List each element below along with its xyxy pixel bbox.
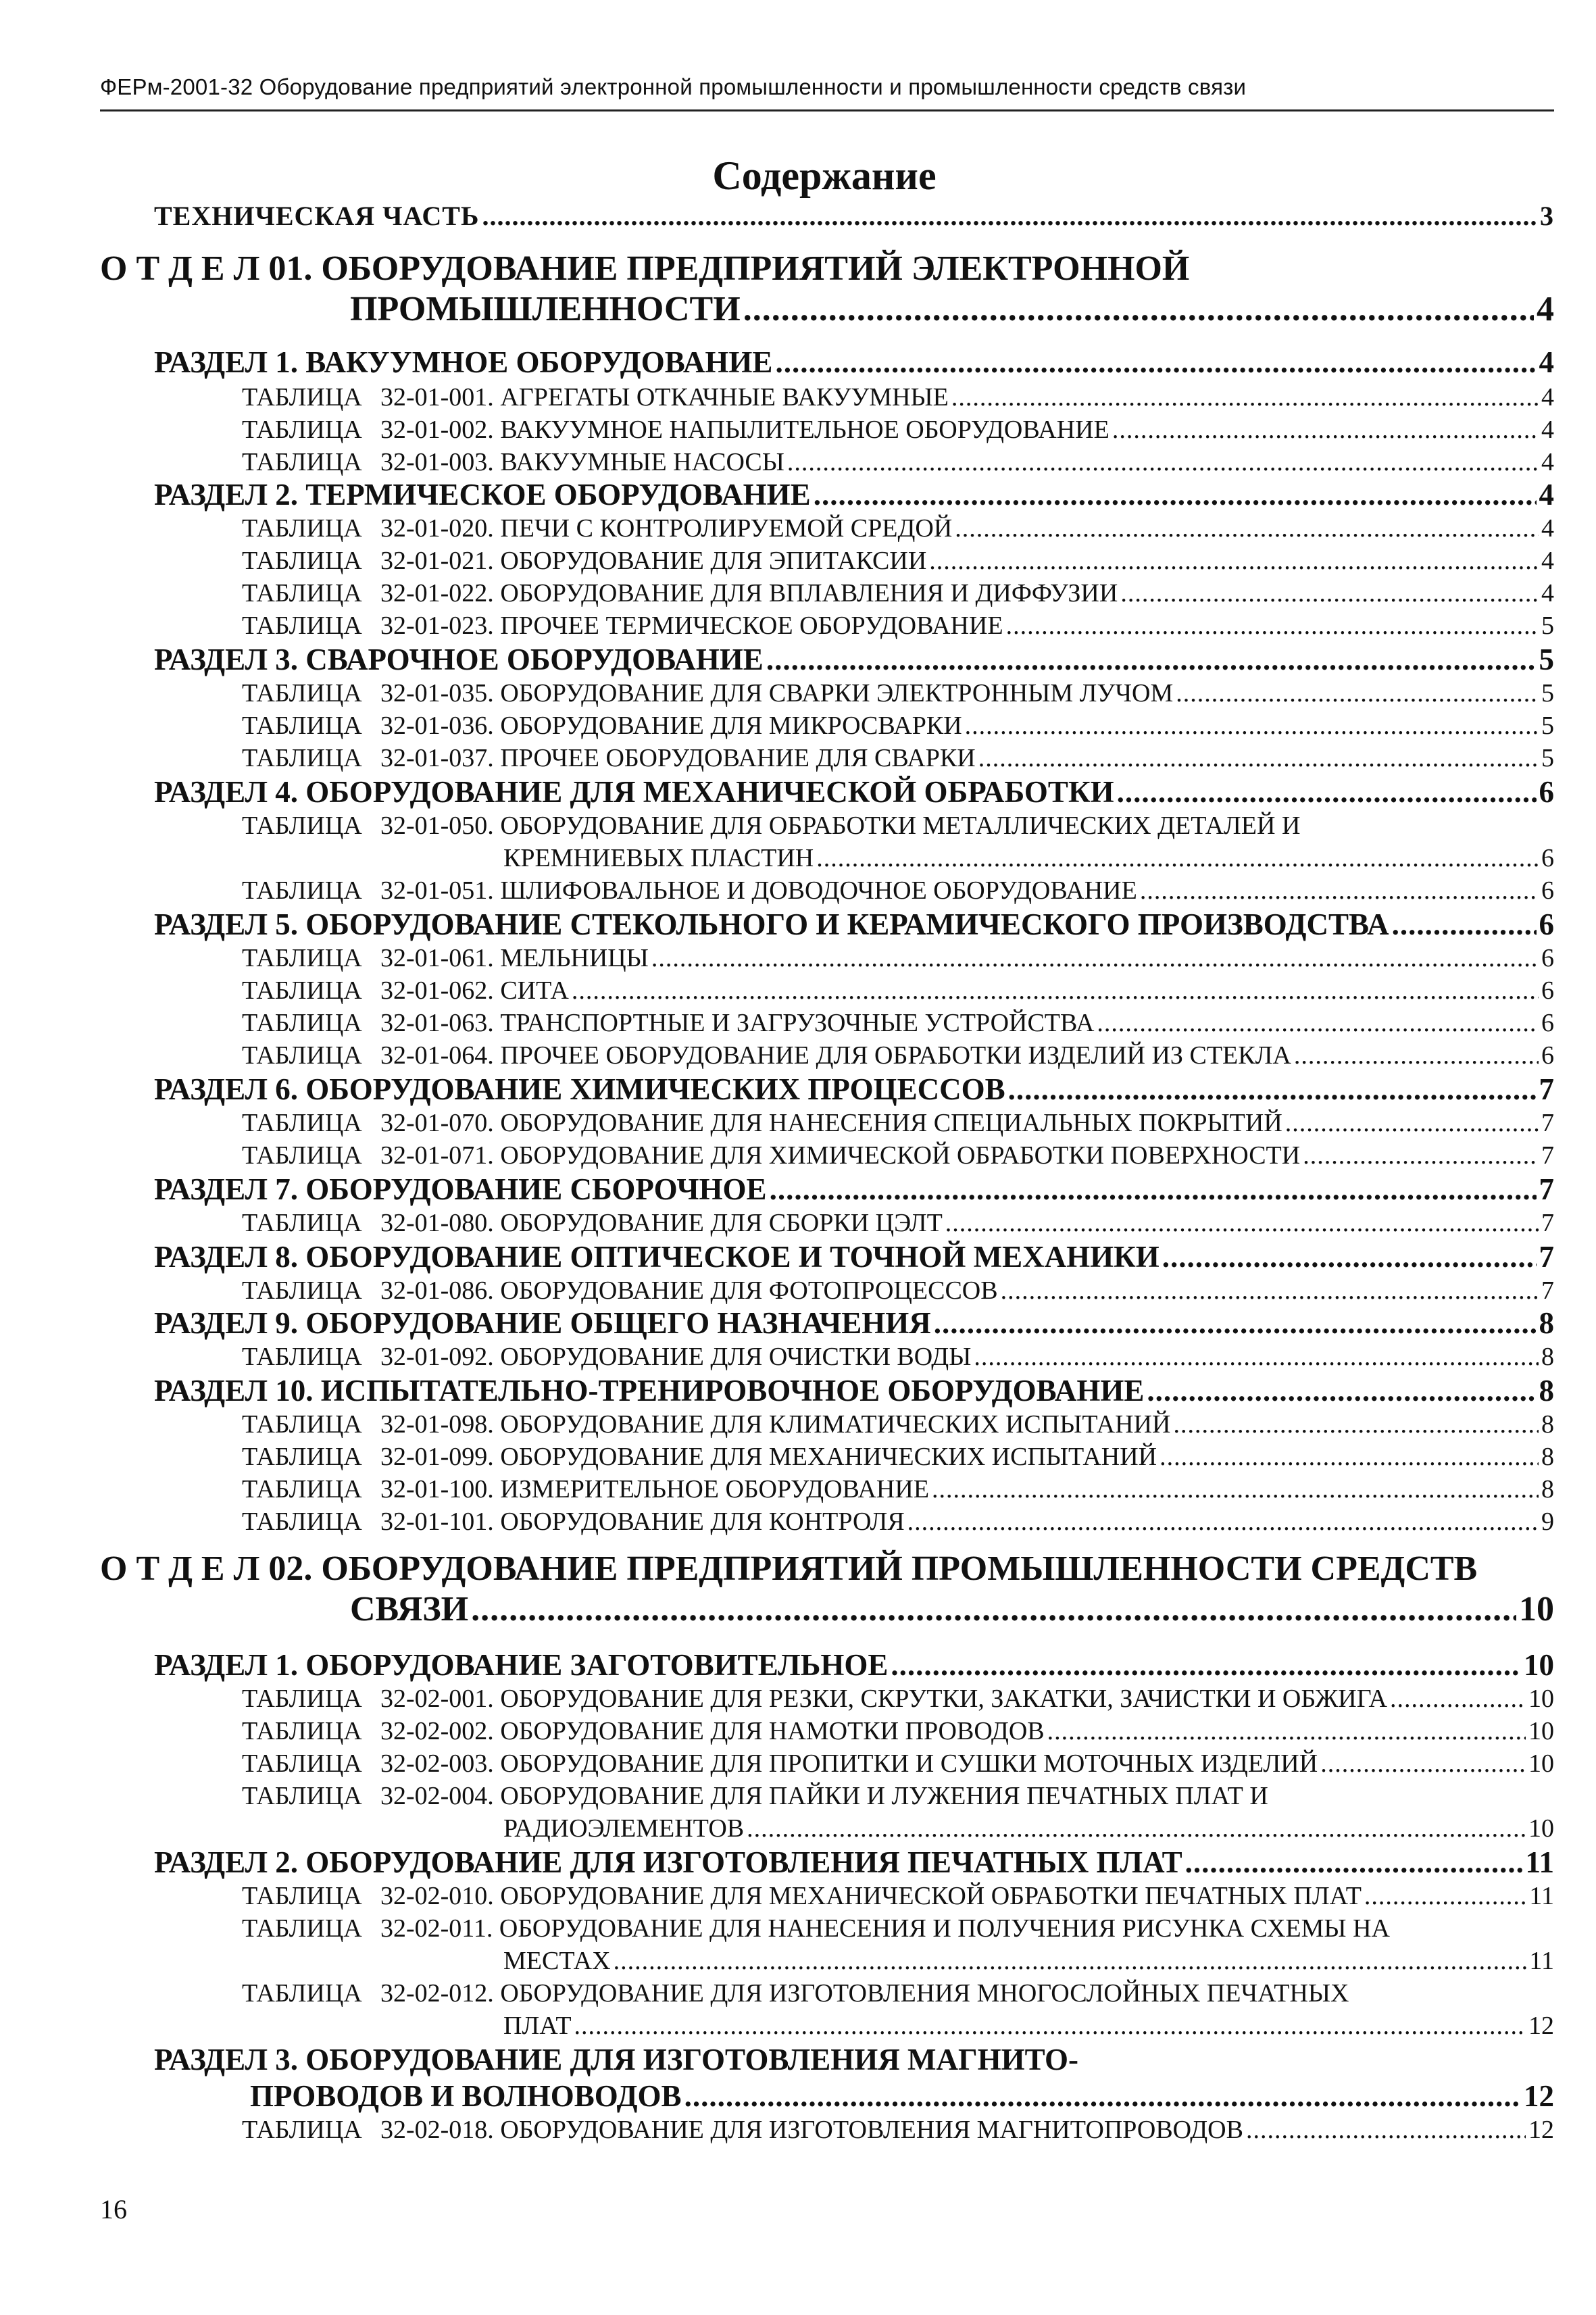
table-code: 32-02-001. <box>380 1685 494 1713</box>
toc-entry-page: 6 <box>1541 876 1554 905</box>
table-code: 32-01-071. <box>380 1141 494 1170</box>
toc-entry-page: 8 <box>1541 1443 1554 1471</box>
toc-entry-page: 8 <box>1541 1343 1554 1371</box>
toc-entry-table[interactable] <box>242 1041 1554 1070</box>
table-code: 32-01-036. <box>380 712 494 740</box>
toc-entry-razdel[interactable] <box>250 2078 1554 2114</box>
table-code: 32-01-063. <box>380 1009 494 1037</box>
table-title: ОБОРУДОВАНИЕ ДЛЯ НАМОТКИ ПРОВОДОВ <box>500 1717 1045 1745</box>
table-prefix: ТАБЛИЦА <box>242 1109 362 1137</box>
table-code: 32-01-086. <box>380 1276 494 1305</box>
table-title: ОБОРУДОВАНИЕ ДЛЯ МИКРОСВАРКИ <box>500 712 962 740</box>
table-title: ОБОРУДОВАНИЕ ДЛЯ ОБРАБОТКИ МЕТАЛЛИЧЕСКИХ ДЕТАЛЕЙ И <box>500 812 1301 840</box>
toc-entry-label: ПРОВОДОВ И ВОЛНОВОДОВ <box>250 2079 682 2113</box>
toc-entry-razdel[interactable] <box>154 1072 1554 1107</box>
toc-entry-table[interactable] <box>242 1008 1554 1038</box>
table-title: ОБОРУДОВАНИЕ ДЛЯ ФОТОПРОЦЕССОВ <box>500 1276 998 1305</box>
table-title: ПЕЧИ С КОНТРОЛИРУЕМОЙ СРЕДОЙ <box>500 514 953 543</box>
toc-entry-page: 5 <box>1539 643 1554 676</box>
toc-entry-page: 5 <box>1541 612 1554 640</box>
toc-entry-table[interactable] <box>242 1914 1390 1943</box>
toc-entry-label: РАЗДЕЛ 10. ИСПЫТАТЕЛЬНО-ТРЕНИРОВОЧНОЕ ОБОРУДОВАНИЕ <box>154 1374 1145 1408</box>
toc-entry-table-continuation[interactable] <box>503 843 1554 873</box>
table-prefix: ТАБЛИЦА <box>242 1141 362 1170</box>
table-code: 32-01-037. <box>380 744 494 772</box>
table-title: СИТА <box>500 976 569 1005</box>
table-title: ОБОРУДОВАНИЕ ДЛЯ ЭПИТАКСИИ <box>500 547 927 575</box>
table-title: ОБОРУДОВАНИЕ ДЛЯ ИЗГОТОВЛЕНИЯ МАГНИТОПРОВОДОВ <box>500 2116 1243 2144</box>
toc-entry-label: ТЕХНИЧЕСКАЯ ЧАСТЬ <box>154 201 480 231</box>
table-prefix: ТАБЛИЦА <box>242 1782 362 1810</box>
toc-entry-table[interactable] <box>242 611 1554 641</box>
toc-title: Содержание <box>712 153 937 198</box>
toc-entry-table[interactable] <box>242 1442 1554 1472</box>
table-prefix: ТАБЛИЦА <box>242 1685 362 1713</box>
toc-entry-page: 12 <box>1528 2116 1554 2144</box>
table-code: 32-01-080. <box>380 1209 494 1237</box>
table-title: ОБОРУДОВАНИЕ ДЛЯ СБОРКИ ЦЭЛТ <box>500 1209 943 1237</box>
table-prefix: ТАБЛИЦА <box>242 679 362 707</box>
table-prefix: ТАБЛИЦА <box>242 1343 362 1371</box>
table-code: 32-02-010. <box>380 1882 494 1910</box>
toc-entry-page: 11 <box>1525 1845 1554 1879</box>
toc-entry-table[interactable] <box>242 678 1554 708</box>
toc-entry-razdel[interactable] <box>154 477 1554 512</box>
table-prefix: ТАБЛИЦА <box>242 1041 362 1070</box>
toc-entry-table[interactable] <box>242 711 1554 741</box>
toc-entry-page: 8 <box>1539 1306 1554 1340</box>
table-title: ОБОРУДОВАНИЕ ДЛЯ НАНЕСЕНИЯ И ПОЛУЧЕНИЯ РИСУНКА СХЕМЫ НА <box>499 1914 1390 1943</box>
toc-entry-otdel-01[interactable] <box>350 289 1554 329</box>
table-prefix: ТАБЛИЦА <box>242 1209 362 1237</box>
table-title: ПРОЧЕЕ ТЕРМИЧЕСКОЕ ОБОРУДОВАНИЕ <box>500 612 1003 640</box>
toc-entry-page: 3 <box>1540 201 1554 231</box>
toc-entry-page: 7 <box>1541 1109 1554 1137</box>
toc-entry-table[interactable] <box>242 1410 1554 1439</box>
table-prefix: ТАБЛИЦА <box>242 1882 362 1910</box>
toc-entry-page: 10 <box>1528 1717 1554 1745</box>
toc-entry-razdel[interactable] <box>154 1845 1554 1880</box>
table-prefix: ТАБЛИЦА <box>242 1009 362 1037</box>
table-prefix: ТАБЛИЦА <box>242 514 362 543</box>
toc-entry-label: РАЗДЕЛ 9. ОБОРУДОВАНИЕ ОБЩЕГО НАЗНАЧЕНИЯ <box>154 1306 931 1340</box>
toc-entry-razdel[interactable] <box>154 907 1554 942</box>
table-code: 32-01-101. <box>380 1508 494 1536</box>
table-code: 32-01-021. <box>380 547 494 575</box>
toc-entry-page: 4 <box>1541 547 1554 575</box>
toc-entry-page: 5 <box>1541 679 1554 707</box>
toc-entry-page: 10 <box>1528 1749 1554 1778</box>
table-title: МЕЛЬНИЦЫ <box>500 944 649 972</box>
toc-entry-table-continuation[interactable] <box>503 1814 1554 1843</box>
toc-entry-page: 4 <box>1541 416 1554 444</box>
toc-entry-page: 10 <box>1524 1648 1554 1682</box>
toc-entry-label: РАЗДЕЛ 1. ВАКУУМНОЕ ОБОРУДОВАНИЕ <box>154 345 773 379</box>
table-code: 32-01-022. <box>380 579 494 607</box>
toc-entry-page: 4 <box>1541 448 1554 476</box>
table-code: 32-02-003. <box>380 1749 494 1778</box>
table-code: 32-02-012. <box>380 1979 494 2008</box>
toc-entry-table[interactable] <box>242 1881 1554 1911</box>
toc-otdel-01-heading[interactable]: О Т Д Е Л 01. ОБОРУДОВАНИЕ ПРЕДПРИЯТИЙ ЭЛЕКТРОННОЙ <box>100 249 1190 288</box>
table-title: ПРОЧЕЕ ОБОРУДОВАНИЕ ДЛЯ ОБРАБОТКИ ИЗДЕЛИЙ ИЗ СТЕКЛА <box>500 1041 1291 1070</box>
toc-entry-razdel[interactable] <box>154 1305 1554 1341</box>
toc-entry-table-continuation[interactable] <box>503 2011 1554 2041</box>
table-title: ОБОРУДОВАНИЕ ДЛЯ ПАЙКИ И ЛУЖЕНИЯ ПЕЧАТНЫХ ПЛАТ И <box>500 1782 1268 1810</box>
toc-entry-table[interactable] <box>242 811 1300 841</box>
toc-entry-label: РАЗДЕЛ 7. ОБОРУДОВАНИЕ СБОРОЧНОЕ <box>154 1172 767 1206</box>
table-prefix: ТАБЛИЦА <box>242 1475 362 1503</box>
toc-entry-table[interactable] <box>242 546 1554 576</box>
toc-entry-page: 10 <box>1519 1590 1554 1628</box>
table-title: ОБОРУДОВАНИЕ ДЛЯ НАНЕСЕНИЯ СПЕЦИАЛЬНЫХ ПОКРЫТИЙ <box>500 1109 1282 1137</box>
toc-entry-razdel[interactable] <box>154 1172 1554 1207</box>
table-prefix: ТАБЛИЦА <box>242 547 362 575</box>
table-code: 32-01-061. <box>380 944 494 972</box>
running-header: ФЕРм-2001-32 Оборудование предприятий электронной промышленности и промышленности средств связи <box>100 74 1247 99</box>
toc-entry-label: РАЗДЕЛ 2. ОБОРУДОВАНИЕ ДЛЯ ИЗГОТОВЛЕНИЯ ПЕЧАТНЫХ ПЛАТ <box>154 1845 1182 1879</box>
table-title: ИЗМЕРИТЕЛЬНОЕ ОБОРУДОВАНИЕ <box>500 1475 930 1503</box>
toc-entry-page: 10 <box>1528 1814 1554 1843</box>
table-code: 32-01-020. <box>380 514 494 543</box>
toc-entry-razdel[interactable] <box>154 345 1554 380</box>
table-prefix: ТАБЛИЦА <box>242 383 362 412</box>
table-prefix: ТАБЛИЦА <box>242 2116 362 2144</box>
toc-entry-page: 6 <box>1541 1041 1554 1070</box>
toc-entry-page: 7 <box>1541 1141 1554 1170</box>
toc-entry-table[interactable] <box>242 1749 1554 1778</box>
table-prefix: ТАБЛИЦА <box>242 1276 362 1305</box>
toc-entry-razdel[interactable] <box>154 642 1554 677</box>
toc-entry-page: 12 <box>1528 2012 1554 2040</box>
table-title: ОБОРУДОВАНИЕ ДЛЯ ОЧИСТКИ ВОДЫ <box>500 1343 972 1371</box>
toc-entry-table[interactable] <box>242 943 1554 973</box>
table-code: 32-01-023. <box>380 612 494 640</box>
toc-entry-label: РАЗДЕЛ 5. ОБОРУДОВАНИЕ СТЕКОЛЬНОГО И КЕРАМИЧЕСКОГО ПРОИЗВОДСТВА <box>154 907 1389 941</box>
toc-entry-table[interactable] <box>242 415 1554 445</box>
table-code: 32-02-002. <box>380 1717 494 1745</box>
toc-entry-otdel-02[interactable] <box>350 1589 1554 1629</box>
table-title: ОБОРУДОВАНИЕ ДЛЯ ПРОПИТКИ И СУШКИ МОТОЧНЫХ ИЗДЕЛИЙ <box>500 1749 1318 1778</box>
table-prefix: ТАБЛИЦА <box>242 876 362 905</box>
table-code: 32-01-062. <box>380 976 494 1005</box>
table-prefix: ТАБЛИЦА <box>242 1749 362 1778</box>
toc-entry-page: 9 <box>1541 1508 1554 1536</box>
table-title: ОБОРУДОВАНИЕ ДЛЯ РЕЗКИ, СКРУТКИ, ЗАКАТКИ, ЗАЧИСТКИ И ОБЖИГА <box>500 1685 1387 1713</box>
table-prefix: ТАБЛИЦА <box>242 744 362 772</box>
toc-entry-table[interactable] <box>242 976 1554 1005</box>
toc-entry-page: 10 <box>1528 1685 1554 1713</box>
toc-entry-page: 11 <box>1529 1947 1554 1975</box>
table-prefix: ТАБЛИЦА <box>242 1508 362 1536</box>
table-prefix: ТАБЛИЦА <box>242 1410 362 1439</box>
toc-entry-table[interactable] <box>242 2115 1554 2145</box>
table-title: ОБОРУДОВАНИЕ ДЛЯ МЕХАНИЧЕСКИХ ИСПЫТАНИЙ <box>500 1443 1157 1471</box>
toc-entry-table[interactable] <box>242 1474 1554 1504</box>
toc-entry-page: 4 <box>1539 345 1554 379</box>
toc-entry-page: 11 <box>1529 1882 1554 1910</box>
table-title: ОБОРУДОВАНИЕ ДЛЯ КЛИМАТИЧЕСКИХ ИСПЫТАНИЙ <box>500 1410 1171 1439</box>
table-code: 32-01-092. <box>380 1343 494 1371</box>
toc-entry-table[interactable] <box>242 578 1554 608</box>
toc-entry-page: 6 <box>1539 907 1554 941</box>
table-prefix: ТАБЛИЦА <box>242 1979 362 2008</box>
table-title: ОБОРУДОВАНИЕ ДЛЯ ВПЛАВЛЕНИЯ И ДИФФУЗИИ <box>500 579 1118 607</box>
table-code: 32-01-098. <box>380 1410 494 1439</box>
toc-entry-razdel[interactable] <box>154 1647 1554 1683</box>
toc-entry-table[interactable] <box>242 1684 1554 1714</box>
table-code: 32-01-050. <box>380 812 494 840</box>
table-title-continuation: РАДИОЭЛЕМЕНТОВ <box>503 1814 745 1843</box>
table-title: ОБОРУДОВАНИЕ ДЛЯ ИЗГОТОВЛЕНИЯ МНОГОСЛОЙНЫХ ПЕЧАТНЫХ <box>500 1979 1349 2008</box>
table-prefix: ТАБЛИЦА <box>242 579 362 607</box>
toc-entry-page: 4 <box>1539 478 1554 512</box>
toc-entry-page: 4 <box>1537 290 1554 328</box>
toc-entry-page: 4 <box>1541 514 1554 543</box>
table-prefix: ТАБЛИЦА <box>242 612 362 640</box>
table-title: ТРАНСПОРТНЫЕ И ЗАГРУЗОЧНЫЕ УСТРОЙСТВА <box>500 1009 1095 1037</box>
table-title-continuation: КРЕМНИЕВЫХ ПЛАСТИН <box>503 844 814 872</box>
table-title: ОБОРУДОВАНИЕ ДЛЯ СВАРКИ ЭЛЕКТРОННЫМ ЛУЧОМ <box>500 679 1174 707</box>
toc-entry-page: 7 <box>1539 1072 1554 1106</box>
table-prefix: ТАБЛИЦА <box>242 976 362 1005</box>
toc-entry-technical-part[interactable] <box>154 200 1554 232</box>
table-code: 32-02-004. <box>380 1782 494 1810</box>
toc-entry-page: 12 <box>1524 2079 1554 2113</box>
toc-entry-page: 7 <box>1541 1209 1554 1237</box>
toc-entry-table[interactable] <box>242 514 1554 543</box>
toc-entry-table[interactable] <box>242 743 1554 773</box>
page-number: 16 <box>100 2194 127 2224</box>
toc-otdel-02-heading[interactable]: О Т Д Е Л 02. ОБОРУДОВАНИЕ ПРЕДПРИЯТИЙ ПРОМЫШЛЕННОСТИ СРЕДСТВ <box>100 1549 1478 1588</box>
toc-entry-label: РАЗДЕЛ 1. ОБОРУДОВАНИЕ ЗАГОТОВИТЕЛЬНОЕ <box>154 1648 889 1682</box>
toc-entry-razdel[interactable] <box>154 1239 1554 1274</box>
toc-entry-label: ПРОМЫШЛЕННОСТИ <box>350 290 741 328</box>
table-title: ВАКУУМНОЕ НАПЫЛИТЕЛЬНОЕ ОБОРУДОВАНИЕ <box>500 416 1109 444</box>
table-title: ПРОЧЕЕ ОБОРУДОВАНИЕ ДЛЯ СВАРКИ <box>500 744 976 772</box>
toc-entry-label: РАЗДЕЛ 4. ОБОРУДОВАНИЕ ДЛЯ МЕХАНИЧЕСКОЙ ОБРАБОТКИ <box>154 775 1114 809</box>
toc-entry-razdel[interactable] <box>154 1373 1554 1408</box>
table-title: ОБОРУДОВАНИЕ ДЛЯ ХИМИЧЕСКОЙ ОБРАБОТКИ ПОВЕРХНОСТИ <box>500 1141 1301 1170</box>
toc-entry-label: РАЗДЕЛ 3. СВАРОЧНОЕ ОБОРУДОВАНИЕ <box>154 643 764 676</box>
table-code: 32-02-011. <box>380 1914 493 1943</box>
toc-entry-label: СВЯЗИ <box>350 1590 469 1628</box>
toc-entry-razdel[interactable] <box>154 774 1554 810</box>
table-prefix: ТАБЛИЦА <box>242 1914 362 1943</box>
toc-entry-page: 6 <box>1541 844 1554 872</box>
table-prefix: ТАБЛИЦА <box>242 712 362 740</box>
toc-entry-table[interactable] <box>242 1342 1554 1372</box>
table-prefix: ТАБЛИЦА <box>242 448 362 476</box>
table-code: 32-01-099. <box>380 1443 494 1471</box>
toc-entry-table[interactable] <box>242 1716 1554 1746</box>
toc-entry-page: 4 <box>1541 383 1554 412</box>
table-code: 32-01-003. <box>380 448 494 476</box>
table-prefix: ТАБЛИЦА <box>242 812 362 840</box>
toc-entry-page: 6 <box>1541 1009 1554 1037</box>
toc-entry-page: 7 <box>1541 1276 1554 1305</box>
table-prefix: ТАБЛИЦА <box>242 1717 362 1745</box>
toc-entry-page: 5 <box>1541 712 1554 740</box>
toc-entry-table[interactable] <box>242 1507 1554 1537</box>
table-title: АГРЕГАТЫ ОТКАЧНЫЕ ВАКУУМНЫЕ <box>500 383 949 412</box>
table-code: 32-01-001. <box>380 383 494 412</box>
table-title-continuation: ПЛАТ <box>503 2012 572 2040</box>
toc-razdel-3-heading[interactable]: РАЗДЕЛ 3. ОБОРУДОВАНИЕ ДЛЯ ИЗГОТОВЛЕНИЯ МАГНИТО- <box>154 2043 1079 2076</box>
table-title: ОБОРУДОВАНИЕ ДЛЯ КОНТРОЛЯ <box>500 1508 905 1536</box>
table-code: 32-02-018. <box>380 2116 494 2144</box>
toc-entry-page: 4 <box>1541 579 1554 607</box>
toc-entry-page: 6 <box>1541 944 1554 972</box>
table-prefix: ТАБЛИЦА <box>242 1443 362 1471</box>
toc-entry-table[interactable] <box>242 382 1554 412</box>
table-title: ШЛИФОВАЛЬНОЕ И ДОВОДОЧНОЕ ОБОРУДОВАНИЕ <box>500 876 1137 905</box>
toc-entry-page: 8 <box>1539 1374 1554 1408</box>
table-prefix: ТАБЛИЦА <box>242 416 362 444</box>
table-code: 32-01-070. <box>380 1109 494 1137</box>
toc-entry-label: РАЗДЕЛ 2. ТЕРМИЧЕСКОЕ ОБОРУДОВАНИЕ <box>154 478 811 512</box>
toc-entry-table-continuation[interactable] <box>503 1946 1554 1976</box>
table-title: ОБОРУДОВАНИЕ ДЛЯ МЕХАНИЧЕСКОЙ ОБРАБОТКИ ПЕЧАТНЫХ ПЛАТ <box>500 1882 1362 1910</box>
table-code: 32-01-002. <box>380 416 494 444</box>
table-code: 32-01-064. <box>380 1041 494 1070</box>
toc-entry-table[interactable] <box>242 1978 1349 2008</box>
toc-entry-page: 7 <box>1539 1172 1554 1206</box>
toc-entry-page: 7 <box>1539 1240 1554 1274</box>
table-prefix: ТАБЛИЦА <box>242 944 362 972</box>
toc-entry-table[interactable] <box>242 1208 1554 1238</box>
toc-entry-page: 5 <box>1541 744 1554 772</box>
toc-entry-table[interactable] <box>242 876 1554 905</box>
toc-entry-table[interactable] <box>242 1141 1554 1170</box>
table-code: 32-01-051. <box>380 876 494 905</box>
toc-entry-label: РАЗДЕЛ 8. ОБОРУДОВАНИЕ ОПТИЧЕСКОЕ И ТОЧНОЙ МЕХАНИКИ <box>154 1240 1159 1274</box>
table-title: ВАКУУМНЫЕ НАСОСЫ <box>500 448 784 476</box>
toc-entry-table[interactable] <box>242 1276 1554 1305</box>
table-code: 32-01-100. <box>380 1475 494 1503</box>
toc-entry-label: РАЗДЕЛ 6. ОБОРУДОВАНИЕ ХИМИЧЕСКИХ ПРОЦЕССОВ <box>154 1072 1005 1106</box>
toc-entry-page: 6 <box>1539 775 1554 809</box>
toc-entry-page: 8 <box>1541 1410 1554 1439</box>
table-code: 32-01-035. <box>380 679 494 707</box>
toc-entry-table[interactable] <box>242 1781 1268 1811</box>
toc-entry-page: 6 <box>1541 976 1554 1005</box>
toc-entry-page: 8 <box>1541 1475 1554 1503</box>
table-title-continuation: МЕСТАХ <box>503 1947 611 1975</box>
toc-entry-table[interactable] <box>242 1108 1554 1138</box>
toc-entry-table[interactable] <box>242 447 1554 477</box>
